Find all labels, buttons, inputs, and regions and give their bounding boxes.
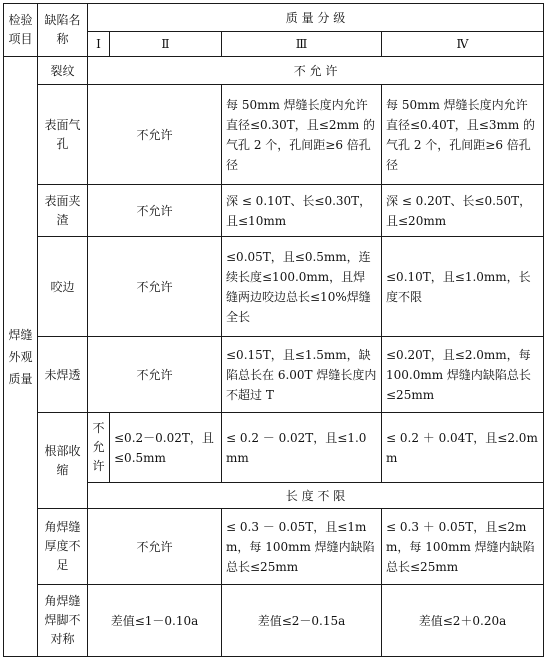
surface-slag-name: 表面夹渣 xyxy=(38,185,88,237)
surface-pores-grade-4: 每 50mm 焊缝长度内允许直径≤0.40T，且≤3mm 的气孔 2 个，孔间距≥6 倍孔径 xyxy=(382,85,544,185)
undercut-name: 咬边 xyxy=(38,237,88,337)
grade-1-header: Ⅰ xyxy=(88,32,110,57)
fillet-leg-grade-4: 差值≤2＋0.20a xyxy=(382,585,544,657)
root-shrinkage-grade-2: ≤0.2－0.02T，且≤0.5mm xyxy=(110,413,222,483)
incomplete-penetration-grade-3: ≤0.15T，且≤1.5mm，缺陷总长在 6.00T 焊缝长度内不超过 T xyxy=(222,337,382,413)
fillet-leg-grade-3: 差值≤2－0.15a xyxy=(222,585,382,657)
row-undercut xyxy=(4,237,544,337)
undercut-grade-1-2: 不允许 xyxy=(88,237,222,337)
surface-slag-grade-1-2: 不允许 xyxy=(88,185,222,237)
undercut-grade-4: ≤0.10T，且≤1.0mm，长度不限 xyxy=(382,237,544,337)
category-cell: 焊缝外观质量 xyxy=(4,57,38,657)
fillet-leg-grade-1-2: 差值≤1－0.10a xyxy=(88,585,222,657)
incomplete-penetration-grade-4: ≤0.20T，且≤2.0mm，每 100.0mm 焊缝内缺陷总长≤25mm xyxy=(382,337,544,413)
fillet-thickness-grade-1-2: 不允许 xyxy=(88,509,222,585)
root-shrinkage-grade-3: ≤ 0.2 － 0.02T，且≤1.0mm xyxy=(222,413,382,483)
crack-grades: 不 允 许 xyxy=(88,57,544,85)
crack-name: 裂纹 xyxy=(38,57,88,85)
defect-label-cell: 缺陷名称 xyxy=(38,4,88,57)
root-shrinkage-name: 根部收缩 xyxy=(38,413,88,509)
row-root-shrinkage xyxy=(4,413,544,483)
header-row-1 xyxy=(4,4,544,32)
grade-2-header: Ⅱ xyxy=(110,32,222,57)
surface-slag-grade-4: 深 ≤ 0.20T、长≤0.50T，且≤20mm xyxy=(382,185,544,237)
row-surface-pores xyxy=(4,85,544,185)
surface-pores-name: 表面气孔 xyxy=(38,85,88,185)
row-incomplete-penetration xyxy=(4,337,544,413)
fillet-thickness-grade-4: ≤ 0.3 ＋ 0.05T，且≤2mm，每 100mm 焊缝内缺陷总长≤25mm xyxy=(382,509,544,585)
fillet-thickness-name: 角焊缝厚度不足 xyxy=(38,509,88,585)
row-fillet-thickness xyxy=(4,509,544,585)
root-shrinkage-length: 长 度 不 限 xyxy=(88,483,544,509)
grade-title-cell: 质 量 分 级 xyxy=(88,4,544,32)
incomplete-penetration-grade-1-2: 不允许 xyxy=(88,337,222,413)
surface-slag-grade-3: 深 ≤ 0.10T、长≤0.30T，且≤10mm xyxy=(222,185,382,237)
row-fillet-leg xyxy=(4,585,544,657)
surface-pores-grade-1-2: 不允许 xyxy=(88,85,222,185)
fillet-thickness-grade-3: ≤ 0.3 － 0.05T，且≤1mm，每 100mm 焊缝内缺陷总长≤25mm xyxy=(222,509,382,585)
root-shrinkage-grade-1: 不允许 xyxy=(88,413,110,483)
root-shrinkage-grade-4: ≤ 0.2 ＋ 0.04T，且≤2.0mm xyxy=(382,413,544,483)
incomplete-penetration-name: 未焊透 xyxy=(38,337,88,413)
fillet-leg-name: 角焊缝焊脚不对称 xyxy=(38,585,88,657)
grade-4-header: Ⅳ xyxy=(382,32,544,57)
item-label-cell: 检验项目 xyxy=(4,4,38,57)
surface-pores-grade-3: 每 50mm 焊缝长度内允许直径≤0.30T，且≤2mm 的气孔 2 个，孔间距≥6 倍孔径 xyxy=(222,85,382,185)
grade-3-header: Ⅲ xyxy=(222,32,382,57)
quality-grade-table-page xyxy=(3,3,543,664)
row-crack xyxy=(4,57,544,85)
row-surface-slag xyxy=(4,185,544,237)
weld-quality-grade-table xyxy=(3,3,544,657)
undercut-grade-3: ≤0.05T，且≤0.5mm，连续长度≤100.0mm，且焊缝两边咬边总长≤10%焊缝全长 xyxy=(222,237,382,337)
